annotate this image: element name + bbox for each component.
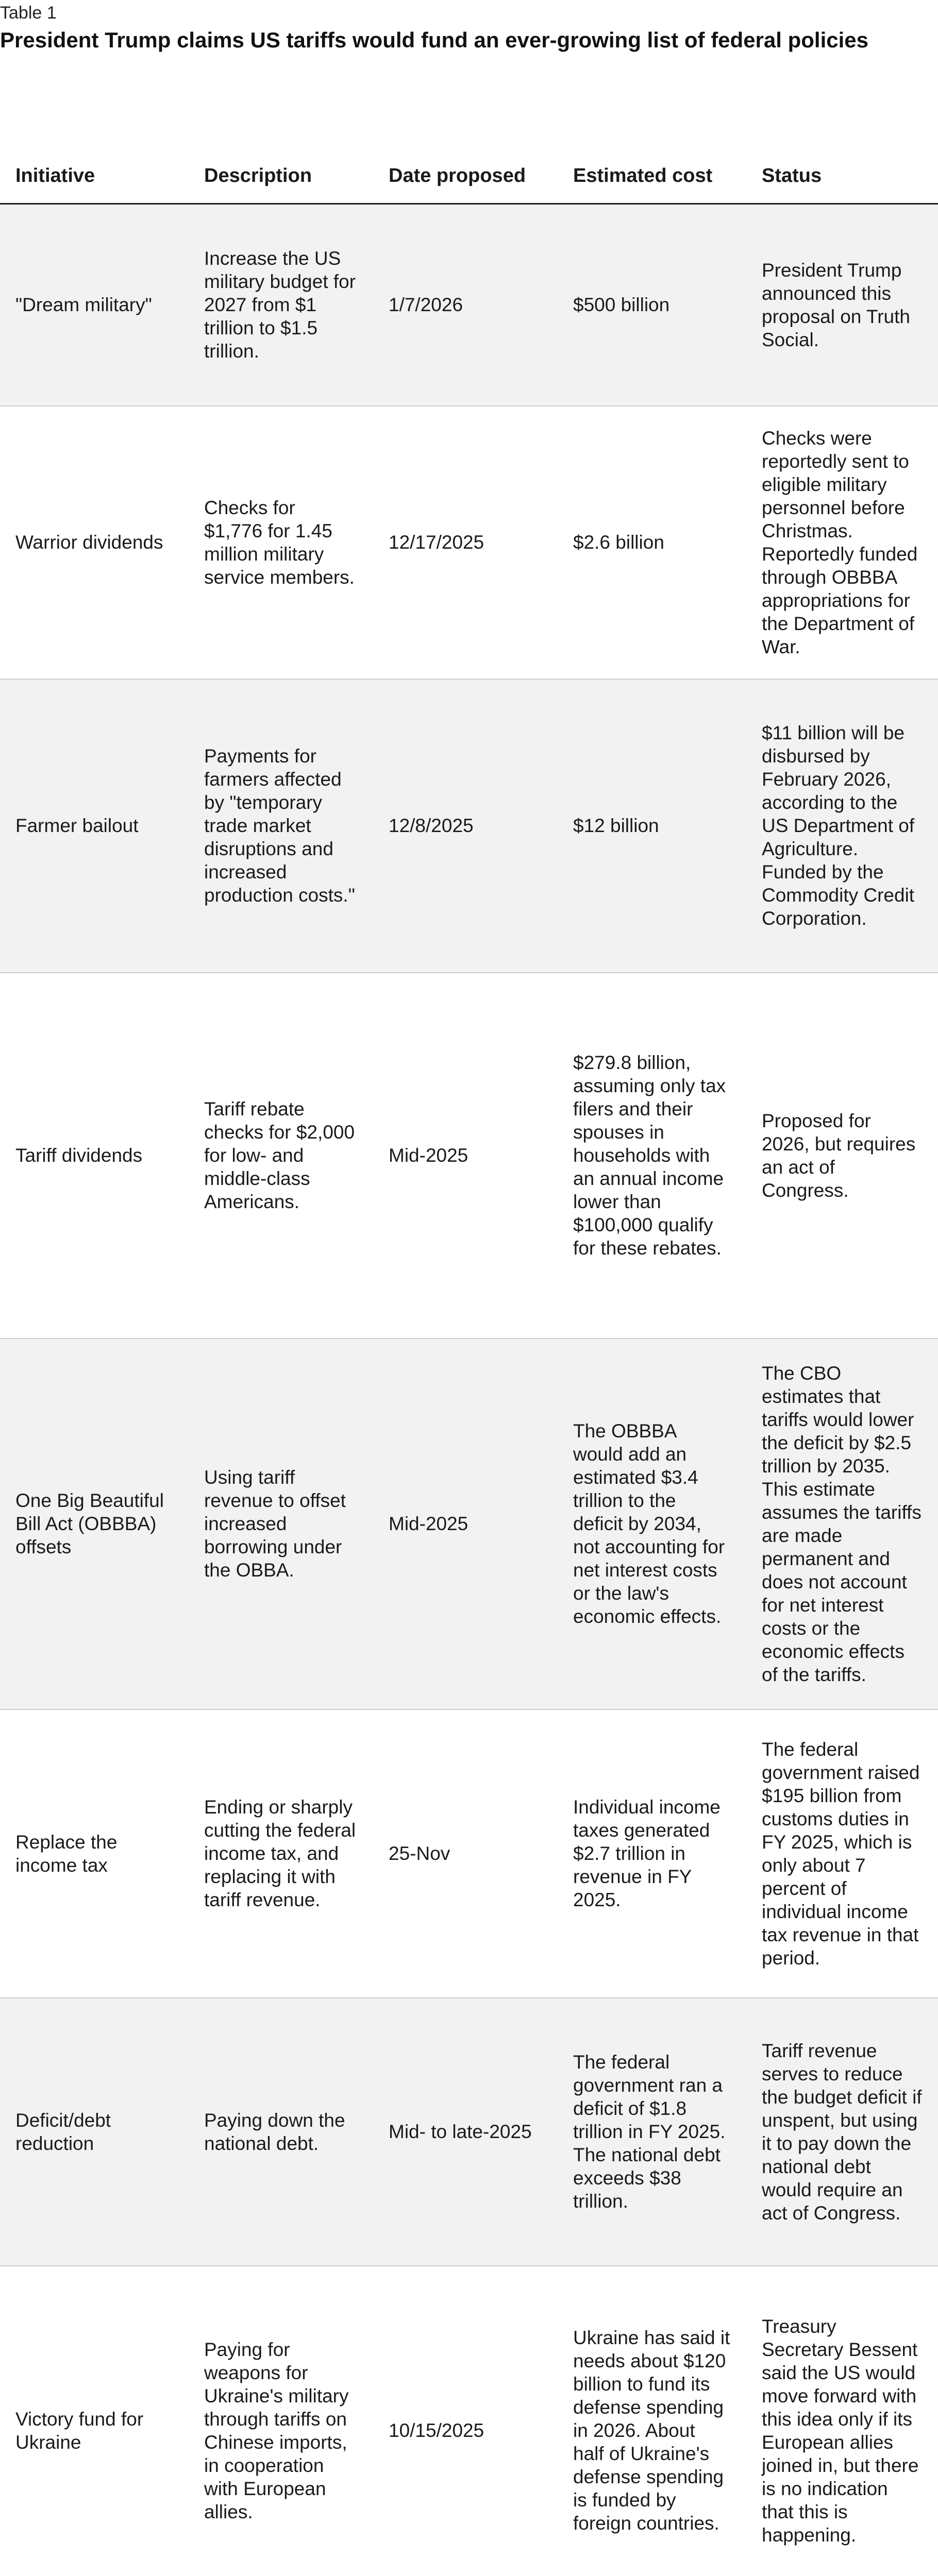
- cell-initiative: Deficit/debt reduction: [0, 1998, 189, 2266]
- cell-cost: $500 billion: [558, 204, 746, 406]
- cell-description: Paying down the national debt.: [189, 1998, 373, 2266]
- cell-description: Checks for $1,776 for 1.45 million military service members.: [189, 406, 373, 679]
- cell-initiative: One Big Beautiful Bill Act (OBBBA) offsets: [0, 1338, 189, 1709]
- cell-status: Proposed for 2026, but requires an act of Congress.: [746, 973, 938, 1338]
- cell-initiative: "Dream military": [0, 204, 189, 406]
- cell-description: Ending or sharply cutting the federal income tax, and replacing it with tariff revenue.: [189, 1709, 373, 1998]
- table-row: [0, 204, 938, 406]
- cell-cost: Individual income taxes generated $2.7 trillion in revenue in FY 2025.: [558, 1709, 746, 1998]
- cell-cost: The federal government ran a deficit of $1.8 trillion in FY 2025. The national debt exceeds $38 trillion.: [558, 1998, 746, 2266]
- cell-description: Payments for farmers affected by "temporary trade market disruptions and increased production costs.": [189, 679, 373, 973]
- cell-cost: $2.6 billion: [558, 406, 746, 679]
- header-status: Status: [746, 62, 938, 204]
- table-row: [0, 1998, 938, 2266]
- table-title: President Trump claims US tariffs would fund an ever-growing list of federal policies: [0, 28, 868, 52]
- cell-description: Using tariff revenue to offset increased borrowing under the OBBA.: [189, 1338, 373, 1709]
- policies-table: [0, 62, 938, 2576]
- cell-initiative: Warrior dividends: [0, 406, 189, 679]
- cell-cost: Ukraine has said it needs about $120 billion to fund its defense spending in 2026. About half of Ukraine's defense spending is funded by foreign countries.: [558, 2266, 746, 2576]
- table-row: [0, 406, 938, 679]
- cell-date: Mid-2025: [373, 973, 558, 1338]
- cell-status: Checks were reportedly sent to eligible military personnel before Christmas. Reportedly funded through OBBBA appropriations for the Department of War.: [746, 406, 938, 679]
- cell-status: The CBO estimates that tariffs would lower the deficit by $2.5 trillion by 2035. This estimate assumes the tariffs are made permanent and does not account for net interest costs or the economic effects of the tariffs.: [746, 1338, 938, 1709]
- cell-cost: $12 billion: [558, 679, 746, 973]
- cell-status: $11 billion will be disbursed by February 2026, according to the US Department of Agriculture. Funded by the Commodity Credit Corporation.: [746, 679, 938, 973]
- header-date: Date proposed: [373, 62, 558, 204]
- header-description: Description: [189, 62, 373, 204]
- table-row: [0, 1338, 938, 1709]
- cell-cost: The OBBBA would add an estimated $3.4 trillion to the deficit by 2034, not accounting for net interest costs or the law's economic effects.: [558, 1338, 746, 1709]
- cell-status: The federal government raised $195 billion from customs duties in FY 2025, which is only about 7 percent of individual income tax revenue in that period.: [746, 1709, 938, 1998]
- table-label: Table 1: [0, 3, 57, 23]
- cell-initiative: Victory fund for Ukraine: [0, 2266, 189, 2576]
- cell-status: Treasury Secretary Bessent said the US would move forward with this idea only if its European allies joined in, but there is no indication that this is happening.: [746, 2266, 938, 2576]
- cell-date: 12/17/2025: [373, 406, 558, 679]
- cell-status: Tariff revenue serves to reduce the budget deficit if unspent, but using it to pay down the national debt would require an act of Congress.: [746, 1998, 938, 2266]
- cell-description: Paying for weapons for Ukraine's military through tariffs on Chinese imports, in cooperation with European allies.: [189, 2266, 373, 2576]
- cell-initiative: Farmer bailout: [0, 679, 189, 973]
- table-row: [0, 1709, 938, 1998]
- table-row: [0, 679, 938, 973]
- cell-date: 10/15/2025: [373, 2266, 558, 2576]
- header-row: [0, 62, 938, 204]
- cell-date: Mid- to late-2025: [373, 1998, 558, 2266]
- table-row: [0, 2266, 938, 2576]
- cell-date: Mid-2025: [373, 1338, 558, 1709]
- cell-date: 12/8/2025: [373, 679, 558, 973]
- cell-description: Increase the US military budget for 2027 from $1 trillion to $1.5 trillion.: [189, 204, 373, 406]
- cell-date: 1/7/2026: [373, 204, 558, 406]
- table-row: [0, 973, 938, 1338]
- cell-date: 25-Nov: [373, 1709, 558, 1998]
- cell-description: Tariff rebate checks for $2,000 for low- and middle-class Americans.: [189, 973, 373, 1338]
- cell-initiative: Tariff dividends: [0, 973, 189, 1338]
- header-initiative: Initiative: [0, 62, 189, 204]
- cell-initiative: Replace the income tax: [0, 1709, 189, 1998]
- cell-status: President Trump announced this proposal on Truth Social.: [746, 204, 938, 406]
- header-cost: Estimated cost: [558, 62, 746, 204]
- cell-cost: $279.8 billion, assuming only tax filers and their spouses in households with an annual income lower than $100,000 qualify for these rebates.: [558, 973, 746, 1338]
